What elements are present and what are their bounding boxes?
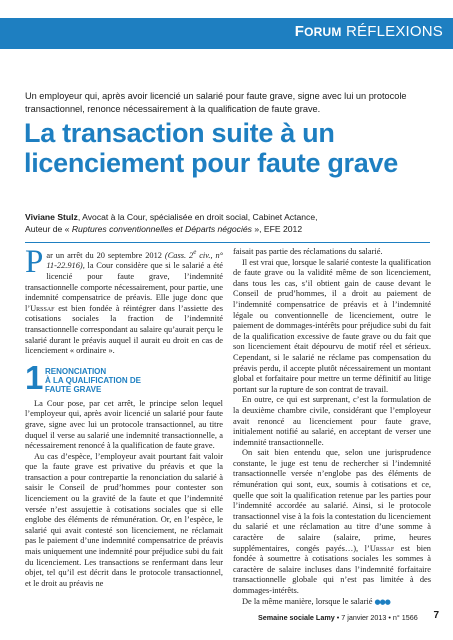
author-name: Viviane Stulz xyxy=(25,212,78,222)
page-footer xyxy=(258,613,418,622)
intro-ref: (Cass. 2e civ., n° 11-22.916) xyxy=(46,248,223,271)
rubric-label xyxy=(295,23,443,40)
body-paragraph xyxy=(233,597,431,608)
article-title: La transaction suite à un licenciement pour faute grave xyxy=(24,118,398,178)
column-right xyxy=(233,247,431,607)
body-paragraph xyxy=(233,448,431,596)
author-book-title: Ruptures conventionnelles et Départs négociés xyxy=(71,223,252,234)
rubric-header-bar xyxy=(0,18,453,49)
body-paragraph: Il est vrai que, lorsque le salarié conteste la qualification de faute grave ou la validité même de son licenciement, dans tous les cas, s’il obtient gain de cause devant le Conseil de prud’hommes, il a droit au paiement de l’indemnité compensatrice de préavis et à l’indemnité légale ou conventionnelle de licenciement, outre le paiement de dommages-intérêts pour préjudice subi du fait de la qualification excessive de faute grave ou du fait que son licenciement était dépourvu de motif réel et sérieux. Cependant, si le salarié ne réclame pas compensation du préavis perdu, il accepte plutôt nécessairement un montant global et forfaitaire pour mettre un terme définitif au litige portant sur la rupture de son contrat de travail. xyxy=(233,257,431,394)
para4-text-a: On sait bien entendu que, selon une jurisprudence constante, le juge est tenu de rechercher si l’indemnité transactionnelle versée n’englobe pas des éléments de rémunération qui sont, eux, soumis à cotisations et ce, quelle que soit la qualification retenue par les parties pour l’indemnité accordée au salarié. Ainsi, si le protocole transactionnel vise à la fois la contestation du licenciement du salarié et une réclamation au titre d’une somme à caractère de salaire (salaire, prime, heures supplémentaires, congés payés…), l’ xyxy=(233,448,431,553)
section-heading xyxy=(25,358,223,396)
intro-text-a: ar un arrêt du 20 septembre 2012 xyxy=(46,250,165,260)
body-paragraph: Au cas d’espèce, l’employeur avait pourtant fait valoir que la faute grave est privative du préavis et que la transaction a pour contrepartie la renonciation du salarié à saisir le Conseil de prud’hommes pour contester son licenciement ou la gravité de la faute et que l’indemnité versée n’est assujettie à cotisations sociales que si elle englobe des éléments de rémunération. Or, en l’espèce, le salarié qui avait contesté son licenciement, ne réclamait pas le paiement d’une indemnité compensatrice de préavis mais uniquement une indemnité pour préjudice subi du fait du licenciement. Les transactions se renfermant dans leur objet, tel qu’il est décrit dans le protocole transactionnel, et le droit au préavis ne xyxy=(25,451,223,588)
rubric-initial: F xyxy=(294,23,305,40)
body-paragraph: En outre, ce qui est surprenant, c’est la formulation de la deuxième chambre civile, considérant que l’employeur avait renoncé au licenciement pour faute grave, initialement notifié au salarié, en acceptant de verser une indemnité transactionnelle. xyxy=(233,395,431,447)
issue-info: • 7 janvier 2013 • n° 1566 xyxy=(334,613,418,622)
publication-name: Semaine sociale Lamy xyxy=(258,613,335,622)
para5-text: De la même manière, lorsque le salarié xyxy=(242,596,373,606)
author-byline xyxy=(25,212,435,235)
intro-text-c: est bien fondée à réintégrer dans l’assiette des cotisations sociales la fraction de l’indemnité transactionnelle correspondant au salaire qu’aurait perçu le salarié durant le préavis auquel il aurait eu droit en cas de licenciement « ordinaire ». xyxy=(25,303,223,356)
article-lead: Un employeur qui, après avoir licencié un salarié pour faute grave, signe avec lui un protocole transactionnel, renonce nécessairement à la qualification de faute grave. xyxy=(25,91,407,114)
drop-cap: P xyxy=(25,244,44,280)
body-paragraph: La Cour pose, par cet arrêt, le principe selon lequel l’employeur qui, après avoir licencié un salarié pour faute grave, signe avec lui un protocole transactionnel, au titre duquel il verse au salarié une indemnité transactionnelle, a nécessairement renoncé à la qualification de faute grave. xyxy=(25,398,223,451)
section-title: RENONCIATION À LA QUALIFICATION DE FAUTE GRAVE xyxy=(45,366,141,395)
author-book-suffix: », EFE 2012 xyxy=(251,223,303,234)
rubric-word-forum: ORUM xyxy=(304,25,342,39)
intro-text-b: , la Cour considère que si le salarié a été licencié pour faute grave, l’indemnité transactionnelle comporte nécessairement, pour partie, une indemnité compensatrice de préavis. Elle juge donc que l’ xyxy=(25,261,223,313)
para4-urssaf: Urssaf xyxy=(369,543,395,553)
author-book-prefix: Auteur de « xyxy=(25,223,72,234)
page-number: 7 xyxy=(433,610,439,621)
column-left xyxy=(25,244,223,589)
author-role: , Avocat à la Cour, spécialisée en droit social, Cabinet Actance, xyxy=(77,212,318,222)
title-divider xyxy=(25,242,430,243)
rubric-word-reflexions: RÉFLEXIONS xyxy=(345,23,443,40)
section-number: 1 xyxy=(25,358,44,396)
intro-paragraph xyxy=(25,244,223,357)
body-paragraph: faisait pas partie des réclamations du salarié. xyxy=(233,247,383,256)
continued-marker: ●●● xyxy=(374,597,390,606)
para4-text-b: est bien fondée à soumettre à cotisations sociales les sommes à caractère de salaire incluses dans l’indemnité forfaitaire transactionnelle globale qui n’est pas limitée à des dommages-intérêts. xyxy=(233,543,431,595)
intro-urssaf: Urssaf xyxy=(30,303,55,313)
